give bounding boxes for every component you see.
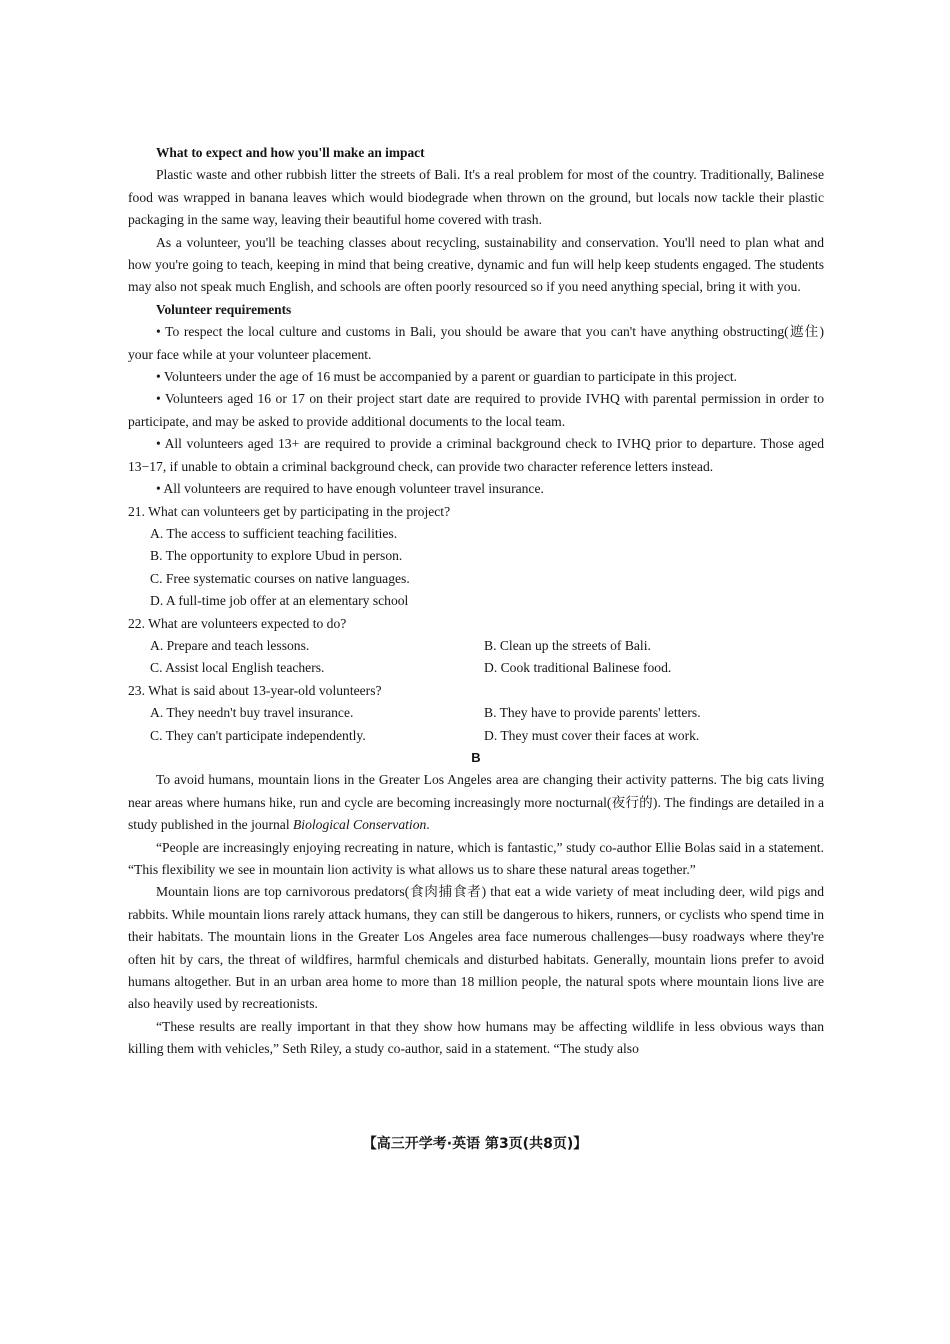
paragraph (128, 769, 824, 836)
question-22-options-row-1 (128, 635, 824, 657)
paragraph-end: . (426, 817, 430, 833)
question-22-option-a: A. Prepare and teach lessons. (150, 637, 310, 653)
requirement-item: • Volunteers under the age of 16 must be accompanied by a parent or guardian to participate in this project. (156, 369, 738, 385)
requirement-item: • All volunteers aged 13+ are required to provide a criminal background check to IVHQ prior to departure. Those aged 13−17, if unable to obtain a criminal background check, can provide two character reference letters instead. (128, 436, 824, 474)
section-heading-impact: What to expect and how you'll make an impact (156, 145, 425, 160)
question-23-option-a: A. They needn't buy travel insurance. (150, 705, 354, 721)
question-23-options-row-2 (128, 725, 824, 747)
question-21-stem: 21. What can volunteers get by participating in the project? (128, 503, 451, 519)
question-22-option-d: D. Cook traditional Balinese food. (484, 660, 672, 676)
question-23-option-c: C. They can't participate independently. (150, 727, 366, 743)
page-footer: 【高三开学考·英语 第3页(共8页)】 (362, 1136, 588, 1152)
question-21-option-d: D. A full-time job offer at an elementary school (150, 593, 409, 609)
section-b-label: B (471, 749, 481, 765)
question-23-option-d: D. They must cover their faces at work. (484, 727, 700, 743)
requirement-item: • All volunteers are required to have enough volunteer travel insurance. (156, 481, 544, 497)
paragraph: Mountain lions are top carnivorous predators(食肉捕食者) that eat a wide variety of meat including deer, wild pigs and rabbits. While mountain lions rarely attack humans, they can still be dangerous to hikers, runners, or cyclists who spend time in their habitats. The mountain lions in the Greater Los Angeles area face numerous challenges—busy roadways where they're often hit by cars, the threat of wildfires, harmful chemicals and disturbed habitats. Generally, mountain lions prefer to avoid humans altogether. But in an urban area home to more than 18 million people, the natural spots where mountain lions live are also heavily used by recreationists. (128, 884, 824, 1012)
paragraph-text: To avoid humans, mountain lions in the Greater Los Angeles area are changing their activity patterns. The big cats living near areas where humans hike, run and cycle are becoming increasingly more nocturnal(夜行的). The findings are detailed in a study published in the journal (128, 772, 824, 833)
question-22-options-row-2 (128, 657, 824, 679)
question-22-option-c: C. Assist local English teachers. (150, 660, 325, 676)
question-23-stem: 23. What is said about 13-year-old volunteers? (128, 682, 382, 698)
journal-title: Biological Conservation (293, 817, 427, 833)
requirement-item: • To respect the local culture and customs in Bali, you should be aware that you can't have anything obstructing(遮住) your face while at your volunteer placement. (128, 324, 824, 362)
section-heading-requirements: Volunteer requirements (156, 301, 292, 317)
requirement-item: • Volunteers aged 16 or 17 on their project start date are required to provide IVHQ with parental permission in order to participate, and may be asked to provide additional documents to the local team. (128, 391, 824, 429)
question-23-options-row-1 (128, 702, 824, 724)
paragraph: “These results are really important in that they show how humans may be affecting wildlife in less obvious ways than killing them with vehicles,” Seth Riley, a study co-author, said in a statement. “The study also (128, 1018, 824, 1057)
question-21-option-c: C. Free systematic courses on native languages. (150, 570, 410, 586)
paragraph: As a volunteer, you'll be teaching classes about recycling, sustainability and conservation. You'll need to plan what and how you're going to teach, keeping in mind that being creative, dynamic and fun will help keep students engaged. The students may also not speak much English, and schools are often poorly resourced so if you need anything special, bring it with you. (128, 234, 824, 295)
paragraph: “People are increasingly enjoying recreating in nature, which is fantastic,” study co-author Ellie Bolas said in a statement. “This flexibility we see in mountain lion activity is what allows us to share these natural areas together.” (128, 839, 824, 877)
page-content (128, 142, 824, 1061)
question-22-stem: 22. What are volunteers expected to do? (128, 615, 347, 631)
question-21-option-a: A. The access to sufficient teaching facilities. (150, 525, 398, 541)
paragraph: Plastic waste and other rubbish litter the streets of Bali. It's a real problem for most of the country. Traditionally, Balinese food was wrapped in banana leaves which would biodegrade when thrown on the ground, but locals now tackle their plastic packaging in the same way, leaving their beautiful home covered with trash. (128, 167, 824, 228)
question-22-option-b: B. Clean up the streets of Bali. (484, 637, 651, 653)
question-21-option-b: B. The opportunity to explore Ubud in person. (150, 548, 403, 564)
question-23-option-b: B. They have to provide parents' letters. (484, 705, 701, 721)
